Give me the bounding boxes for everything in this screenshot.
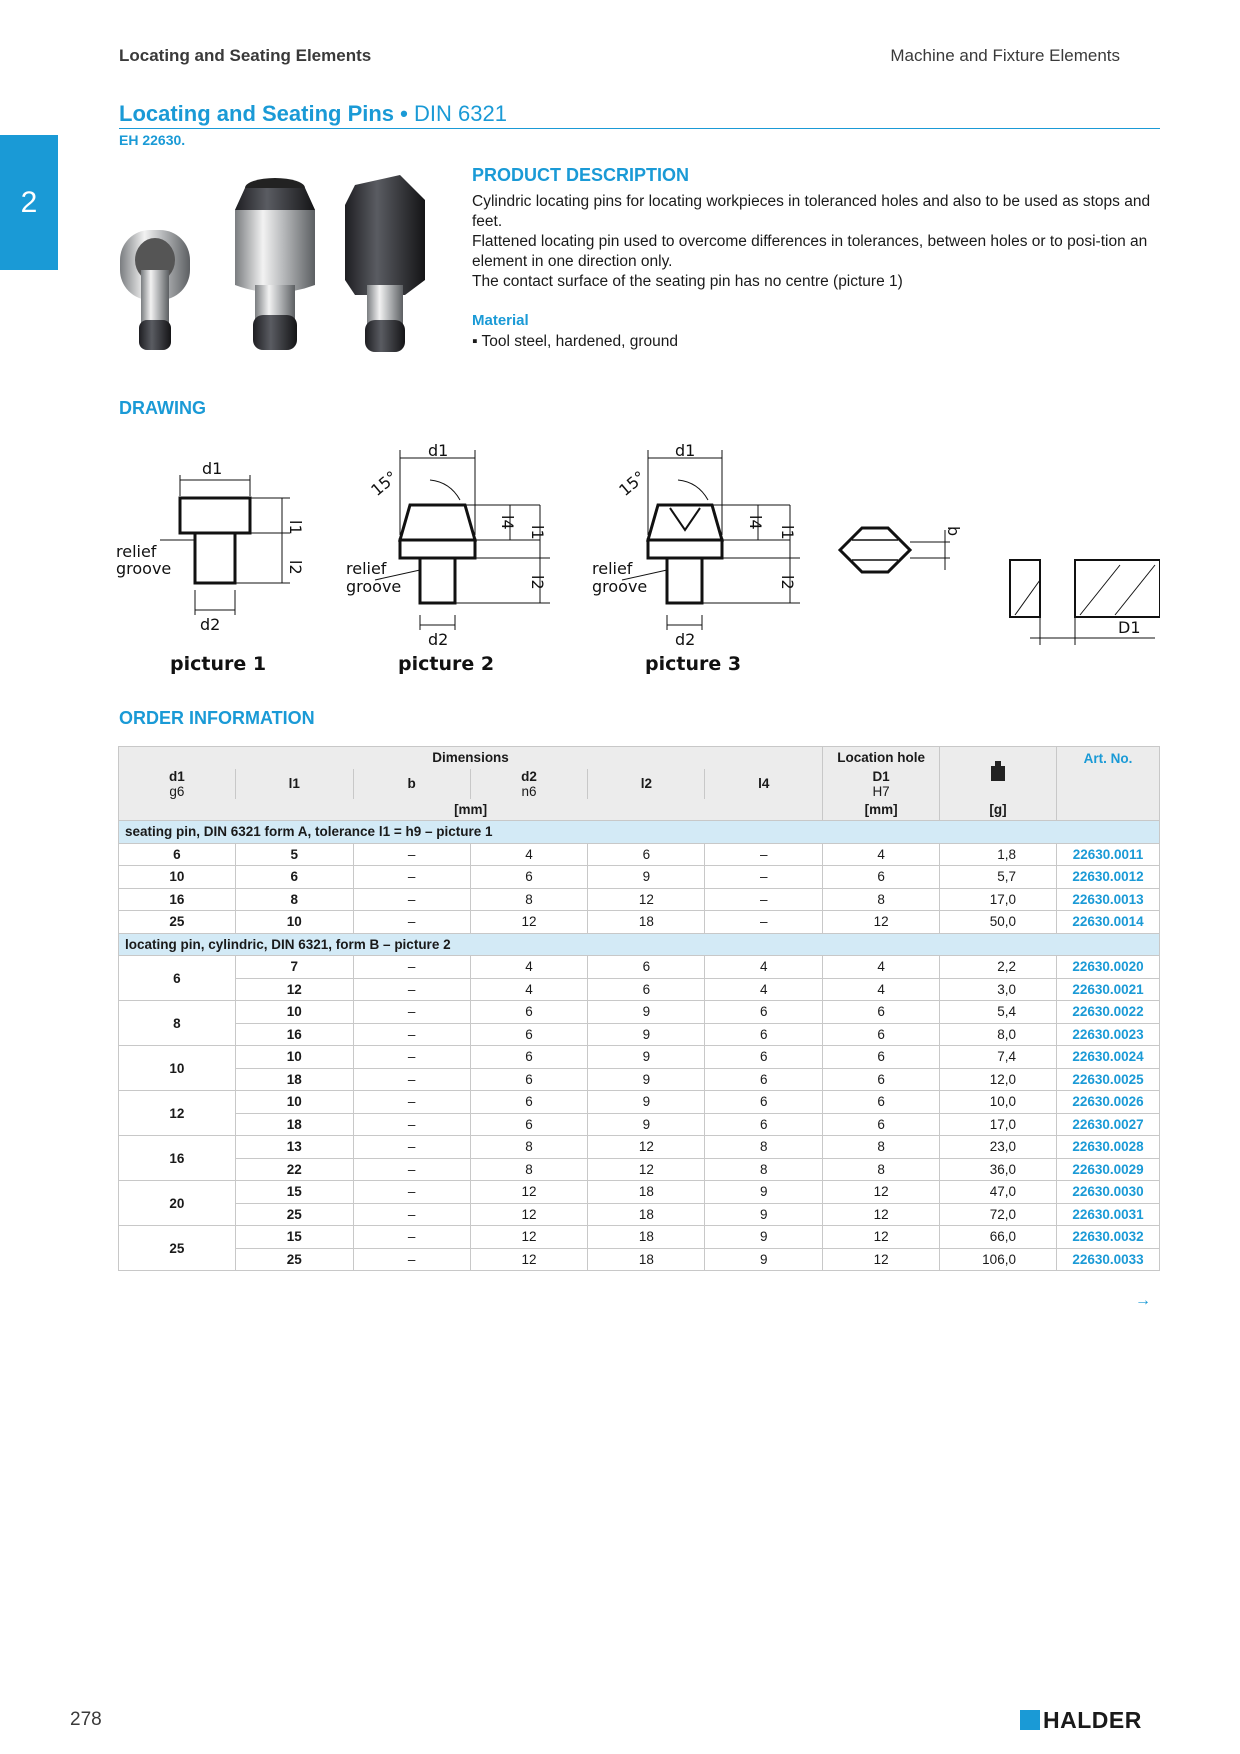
cell-l2: 18 [588, 1226, 705, 1249]
cell-l2: 6 [588, 843, 705, 866]
col-d2-header [470, 769, 588, 799]
table-row [119, 866, 1160, 889]
cell-l1: 10 [235, 1046, 353, 1069]
cell-weight: 106,0 [940, 1248, 1057, 1271]
cell-d1: 16 [119, 888, 236, 911]
order-table-body [119, 821, 1160, 1271]
cell-art-no[interactable]: 22630.0030 [1056, 1181, 1159, 1204]
table-row [119, 1091, 1160, 1114]
cell-l2: 9 [588, 1113, 705, 1136]
cell-b: – [353, 1158, 470, 1181]
cell-D1: 8 [823, 888, 940, 911]
cell-l1: 25 [235, 1248, 353, 1271]
cell-weight: 3,0 [940, 978, 1057, 1001]
label-d2: d2 [428, 630, 449, 649]
cell-l2: 12 [588, 888, 705, 911]
cell-l2: 12 [588, 1158, 705, 1181]
cell-d1: 10 [119, 866, 236, 889]
label-relief: relief [116, 542, 157, 561]
brand-name: HALDER [1043, 1707, 1142, 1733]
cell-l1: 10 [235, 1091, 353, 1114]
halder-logo-icon [1020, 1710, 1040, 1730]
cell-d2: 8 [470, 1158, 588, 1181]
label-l1: l1 [286, 520, 305, 535]
product-photo [115, 170, 475, 370]
header-section-title: Locating and Seating Elements [119, 46, 372, 65]
cell-d2: 6 [470, 1068, 588, 1091]
art-no-header: Art. No. [1056, 747, 1159, 799]
label-b: b [944, 526, 963, 537]
cell-l2: 18 [588, 1203, 705, 1226]
cell-weight: 1,8 [940, 843, 1057, 866]
cell-l2: 12 [588, 1136, 705, 1159]
cell-weight: 17,0 [940, 1113, 1057, 1136]
label-groove: groove [346, 577, 402, 596]
title-norm: DIN 6321 [414, 101, 507, 126]
cell-b: – [353, 888, 470, 911]
cell-art-no[interactable]: 22630.0014 [1056, 911, 1159, 934]
cell-l1: 13 [235, 1136, 353, 1159]
order-information-heading: ORDER INFORMATION [119, 708, 315, 728]
cell-b: – [353, 1091, 470, 1114]
cell-b: – [353, 1113, 470, 1136]
cell-l4: 6 [705, 1046, 823, 1069]
table-row [119, 888, 1160, 911]
cell-l4: 6 [705, 1023, 823, 1046]
cell-art-no[interactable]: 22630.0013 [1056, 888, 1159, 911]
cell-art-no[interactable]: 22630.0024 [1056, 1046, 1159, 1069]
group-row [119, 821, 1160, 844]
cell-l1: 18 [235, 1113, 353, 1136]
cell-art-no[interactable]: 22630.0023 [1056, 1023, 1159, 1046]
table-row [119, 1203, 1160, 1226]
cell-art-no[interactable]: 22630.0027 [1056, 1113, 1159, 1136]
cell-d2: 4 [470, 843, 588, 866]
cell-b: – [353, 956, 470, 979]
group-label: seating pin, DIN 6321 form A, tolerance l1 = h9 – picture 1 [119, 821, 1160, 844]
cell-l2: 9 [588, 1068, 705, 1091]
title-bullet: • [400, 101, 408, 126]
cell-l1: 12 [235, 978, 353, 1001]
cell-d2: 6 [470, 1001, 588, 1024]
cell-d2: 6 [470, 1046, 588, 1069]
group-label: locating pin, cylindric, DIN 6321, form B – picture 2 [119, 933, 1160, 956]
header-catalog-title: Machine and Fixture Elements [890, 46, 1120, 65]
label-relief: relief [592, 559, 633, 578]
cell-l2: 9 [588, 1091, 705, 1114]
cell-d2: 8 [470, 888, 588, 911]
cell-D1: 6 [823, 1068, 940, 1091]
continued-arrow-icon[interactable]: → [1135, 1292, 1151, 1309]
cell-l1: 7 [235, 956, 353, 979]
cell-b: – [353, 1203, 470, 1226]
cell-d2: 12 [470, 1181, 588, 1204]
cell-D1: 6 [823, 1113, 940, 1136]
table-row [119, 1001, 1160, 1024]
cell-l2: 18 [588, 1248, 705, 1271]
cell-d2: 4 [470, 956, 588, 979]
cell-l4: 6 [705, 1091, 823, 1114]
location-hole-header: Location hole [823, 747, 940, 769]
cell-d2: 12 [470, 1248, 588, 1271]
cell-b: – [353, 1046, 470, 1069]
table-row [119, 1181, 1160, 1204]
cell-art-no[interactable]: 22630.0031 [1056, 1203, 1159, 1226]
cell-l4: 4 [705, 956, 823, 979]
cell-d2: 6 [470, 866, 588, 889]
cell-d2: 12 [470, 911, 588, 934]
cell-l1: 15 [235, 1226, 353, 1249]
cell-D1: 8 [823, 1136, 940, 1159]
cell-l1: 15 [235, 1181, 353, 1204]
label-angle: 15° [367, 467, 402, 500]
cell-l2: 9 [588, 1023, 705, 1046]
cell-weight: 17,0 [940, 888, 1057, 911]
label-relief: relief [346, 559, 387, 578]
table-row [119, 1226, 1160, 1249]
cell-weight: 10,0 [940, 1091, 1057, 1114]
order-table [118, 746, 1160, 1271]
cell-D1: 6 [823, 1091, 940, 1114]
cell-l1: 8 [235, 888, 353, 911]
cell-d1: 6 [119, 843, 236, 866]
material-item: ▪ Tool steel, hardened, ground [472, 333, 678, 350]
table-row [119, 1113, 1160, 1136]
cell-b: – [353, 1068, 470, 1091]
cell-l4: 8 [705, 1136, 823, 1159]
label-d2: d2 [675, 630, 696, 649]
cell-b: – [353, 911, 470, 934]
col-D1-header [823, 769, 940, 799]
dimensions-header: Dimensions [119, 747, 823, 769]
cell-D1: 12 [823, 1248, 940, 1271]
cell-l4: – [705, 911, 823, 934]
pin-2-photo [235, 178, 315, 350]
cell-art-no[interactable]: 22630.0032 [1056, 1226, 1159, 1249]
page-number: 278 [70, 1709, 102, 1730]
cell-l1: 10 [235, 1001, 353, 1024]
drawing-hole-section [1010, 560, 1160, 645]
col-d2-label: d2 [521, 768, 537, 784]
cell-b: – [353, 1226, 470, 1249]
cell-weight: 66,0 [940, 1226, 1057, 1249]
cell-art-no[interactable]: 22630.0021 [1056, 978, 1159, 1001]
technical-drawing [110, 430, 1160, 690]
drawing-picture-3 [592, 441, 800, 675]
cell-l1: 22 [235, 1158, 353, 1181]
cell-l2: 6 [588, 978, 705, 1001]
cell-D1: 6 [823, 866, 940, 889]
cell-D1: 8 [823, 1158, 940, 1181]
cell-d1: 10 [119, 1046, 236, 1091]
label-l4: l4 [498, 515, 517, 530]
caption-picture-3: picture 3 [645, 653, 742, 675]
cell-weight: 12,0 [940, 1068, 1057, 1091]
cell-d2: 6 [470, 1023, 588, 1046]
label-l2: l2 [286, 560, 305, 575]
unit-g: [g] [940, 799, 1057, 821]
group-row [119, 933, 1160, 956]
title-main: Locating and Seating Pins [119, 101, 395, 126]
cell-b: – [353, 843, 470, 866]
cell-l4: – [705, 843, 823, 866]
label-l2: l2 [778, 575, 797, 590]
cell-d2: 4 [470, 978, 588, 1001]
cell-l2: 9 [588, 866, 705, 889]
table-row [119, 1136, 1160, 1159]
cell-l4: 9 [705, 1181, 823, 1204]
cell-D1: 6 [823, 1023, 940, 1046]
cell-b: – [353, 1248, 470, 1271]
cell-l4: 9 [705, 1203, 823, 1226]
cell-art-no[interactable]: 22630.0011 [1056, 843, 1159, 866]
weight-header [940, 747, 1057, 799]
drawing-heading: DRAWING [119, 398, 206, 418]
table-row [119, 1158, 1160, 1181]
label-d2: d2 [200, 615, 221, 634]
table-row [119, 911, 1160, 934]
cell-art-no[interactable]: 22630.0029 [1056, 1158, 1159, 1181]
cell-b: – [353, 978, 470, 1001]
cell-art-no[interactable]: 22630.0022 [1056, 1001, 1159, 1024]
col-d1-label: d1 [169, 768, 185, 784]
cell-b: – [353, 1181, 470, 1204]
cell-art-no[interactable]: 22630.0033 [1056, 1248, 1159, 1271]
cell-art-no[interactable]: 22630.0025 [1056, 1068, 1159, 1091]
cell-art-no[interactable]: 22630.0028 [1056, 1136, 1159, 1159]
cell-D1: 4 [823, 978, 940, 1001]
description-paragraph: Flattened locating pin used to overcome differences in tolerances, between holes or to posi-tion an element in one direction only. [472, 233, 1148, 270]
label-angle: 15° [615, 467, 650, 500]
cell-weight: 23,0 [940, 1136, 1057, 1159]
cell-d2: 12 [470, 1203, 588, 1226]
cell-l2: 18 [588, 1181, 705, 1204]
label-l1: l1 [778, 525, 797, 540]
cell-l4: 9 [705, 1248, 823, 1271]
cell-D1: 6 [823, 1046, 940, 1069]
cell-weight: 2,2 [940, 956, 1057, 979]
pin-1-photo [120, 230, 190, 350]
col-l4-header: l4 [705, 769, 823, 799]
drawing-picture-1 [116, 459, 305, 675]
tolerance-d2: n6 [521, 783, 537, 799]
cell-weight: 7,4 [940, 1046, 1057, 1069]
cell-d1: 25 [119, 1226, 236, 1271]
col-b-header: b [353, 769, 470, 799]
label-groove: groove [116, 559, 172, 578]
cell-d1: 8 [119, 1001, 236, 1046]
table-row [119, 843, 1160, 866]
cell-d1: 20 [119, 1181, 236, 1226]
cell-D1: 12 [823, 911, 940, 934]
cell-d1: 6 [119, 956, 236, 1001]
caption-picture-1: picture 1 [170, 653, 267, 675]
label-l4: l4 [746, 515, 765, 530]
cell-l2: 9 [588, 1046, 705, 1069]
chapter-tab[interactable]: 2 [0, 135, 58, 270]
drawing-top-view [840, 526, 963, 572]
cell-weight: 47,0 [940, 1181, 1057, 1204]
cell-weight: 5,7 [940, 866, 1057, 889]
cell-l4: – [705, 888, 823, 911]
table-row [119, 1046, 1160, 1069]
cell-l1: 16 [235, 1023, 353, 1046]
material-heading: Material [472, 312, 529, 329]
cell-b: – [353, 1001, 470, 1024]
cell-d1: 12 [119, 1091, 236, 1136]
cell-d2: 8 [470, 1136, 588, 1159]
cell-l4: 6 [705, 1068, 823, 1091]
cell-d2: 12 [470, 1226, 588, 1249]
label-l2: l2 [528, 575, 547, 590]
art-no-spacer [1056, 799, 1159, 821]
brand-logo [1020, 1707, 1142, 1734]
label-l1: l1 [528, 525, 547, 540]
product-description-text [472, 192, 1162, 292]
cell-l2: 18 [588, 911, 705, 934]
cell-l4: 4 [705, 978, 823, 1001]
cell-l4: 6 [705, 1001, 823, 1024]
caption-picture-2: picture 2 [398, 653, 495, 675]
description-paragraph: Cylindric locating pins for locating workpieces in toleranced holes and also to be used as stops and feet. [472, 193, 1151, 230]
col-l1-header: l1 [235, 769, 353, 799]
cell-l1: 25 [235, 1203, 353, 1226]
cell-d2: 6 [470, 1113, 588, 1136]
table-row [119, 1023, 1160, 1046]
cell-weight: 5,4 [940, 1001, 1057, 1024]
unit-mm-hole: [mm] [823, 799, 940, 821]
cell-art-no[interactable]: 22630.0020 [1056, 956, 1159, 979]
weight-icon [990, 761, 1006, 781]
cell-art-no[interactable]: 22630.0012 [1056, 866, 1159, 889]
cell-d1: 16 [119, 1136, 236, 1181]
tolerance-D1: H7 [872, 783, 890, 799]
cell-b: – [353, 866, 470, 889]
cell-D1: 4 [823, 843, 940, 866]
cell-d1: 25 [119, 911, 236, 934]
cell-d2: 6 [470, 1091, 588, 1114]
cell-l2: 9 [588, 1001, 705, 1024]
cell-weight: 50,0 [940, 911, 1057, 934]
cell-l2: 6 [588, 956, 705, 979]
page-title [119, 101, 507, 127]
cell-weight: 72,0 [940, 1203, 1057, 1226]
cell-D1: 12 [823, 1203, 940, 1226]
cell-b: – [353, 1136, 470, 1159]
cell-D1: 6 [823, 1001, 940, 1024]
cell-D1: 4 [823, 956, 940, 979]
label-d1: d1 [202, 459, 223, 478]
table-row [119, 1068, 1160, 1091]
cell-l4: 6 [705, 1113, 823, 1136]
cell-D1: 12 [823, 1181, 940, 1204]
cell-l1: 10 [235, 911, 353, 934]
pin-3-photo [345, 175, 425, 352]
cell-l4: – [705, 866, 823, 889]
title-divider [119, 128, 1160, 129]
cell-l4: 9 [705, 1226, 823, 1249]
col-d1-header [119, 769, 236, 799]
unit-mm: [mm] [119, 799, 823, 821]
label-d1: d1 [675, 441, 696, 460]
label-d1: d1 [428, 441, 449, 460]
cell-l1: 5 [235, 843, 353, 866]
label-groove: groove [592, 577, 648, 596]
cell-D1: 12 [823, 1226, 940, 1249]
order-code: EH 22630. [119, 132, 186, 148]
cell-l1: 6 [235, 866, 353, 889]
table-row [119, 978, 1160, 1001]
col-l2-header: l2 [588, 769, 705, 799]
drawing-picture-2 [346, 441, 550, 675]
table-row [119, 956, 1160, 979]
cell-weight: 8,0 [940, 1023, 1057, 1046]
tolerance-d1: g6 [169, 783, 185, 799]
label-D1: D1 [1118, 618, 1141, 637]
cell-l4: 8 [705, 1158, 823, 1181]
cell-b: – [353, 1023, 470, 1046]
product-description-heading: PRODUCT DESCRIPTION [472, 165, 690, 185]
table-row [119, 1248, 1160, 1271]
cell-l1: 18 [235, 1068, 353, 1091]
description-paragraph: The contact surface of the seating pin has no centre (picture 1) [472, 273, 903, 290]
cell-weight: 36,0 [940, 1158, 1057, 1181]
cell-art-no[interactable]: 22630.0026 [1056, 1091, 1159, 1114]
col-D1-label: D1 [872, 768, 890, 784]
